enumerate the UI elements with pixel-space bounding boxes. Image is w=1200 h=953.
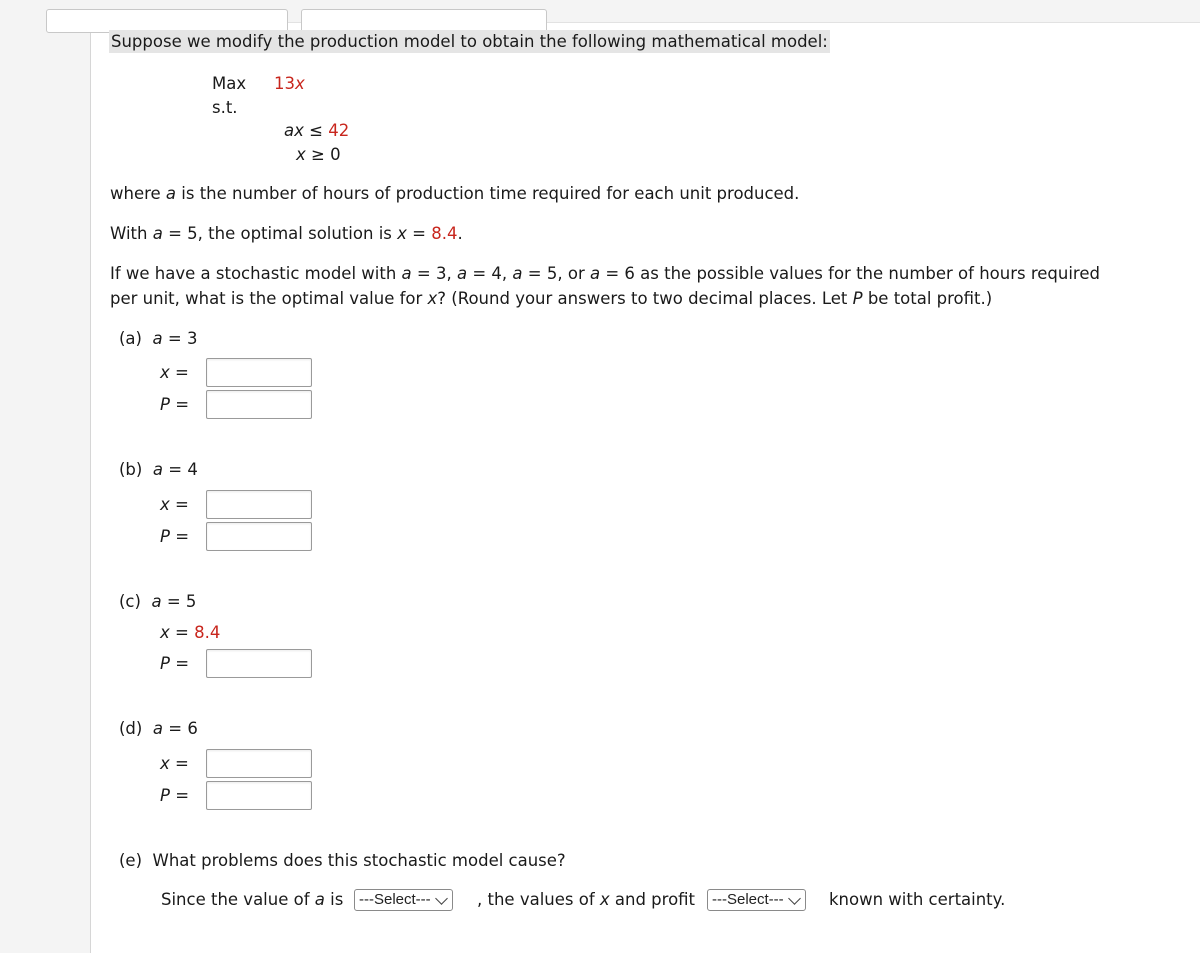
stochastic-line-2: per unit, what is the optimal value for x? (Round your answers to two decimal places. Let P be total profit.) [110,289,993,308]
part-a-header: (a) a = 3 [119,329,198,348]
max-label: Max [212,74,247,93]
part-e-since-text: Since the value of a is [161,890,344,909]
select-a-certainty[interactable]: ---Select--- [354,889,453,911]
st-label: s.t. [212,98,238,117]
chevron-down-icon [435,892,448,905]
part-a-x-input[interactable] [206,358,312,387]
part-a-p-input[interactable] [206,390,312,419]
part-d-x-label: x = [160,754,189,773]
part-d-x-input[interactable] [206,749,312,778]
where-text: where a is the number of hours of production time required for each unit produced. [110,184,800,203]
part-d-p-input[interactable] [206,781,312,810]
part-e-header: (e) What problems does this stochastic model cause? [119,851,566,870]
objective: 13x [274,74,305,93]
constraint-2: x ≥ 0 [296,145,341,164]
part-c-p-label: P = [160,654,190,673]
intro-text: Suppose we modify the production model to obtain the following mathematical model: [111,32,828,51]
with-text: With a = 5, the optimal solution is x = 8.4. [110,224,463,243]
part-c-x-value: 8.4 [194,623,221,642]
part-c-header: (c) a = 5 [119,592,197,611]
part-d-header: (d) a = 6 [119,719,198,738]
part-d-p-label: P = [160,786,190,805]
stochastic-line-1: If we have a stochastic model with a = 3, a = 4, a = 5, or a = 6 as the possible values for the number of hours required [110,264,1100,283]
part-c-p-input[interactable] [206,649,312,678]
part-a-x-label: x = [160,363,189,382]
part-e-mid-text: , the values of x and profit [477,890,696,909]
question-panel [90,22,1200,953]
part-c-x-label: x = 8.4 [160,623,221,642]
part-b-p-label: P = [160,527,190,546]
part-e-end-text: known with certainty. [829,890,1006,909]
part-b-x-label: x = [160,495,189,514]
part-b-p-input[interactable] [206,522,312,551]
constraint-1: ax ≤ 42 [284,121,350,140]
part-b-header: (b) a = 4 [119,460,198,479]
select-known[interactable]: ---Select--- [707,889,806,911]
part-a-p-label: P = [160,395,190,414]
chevron-down-icon [788,892,801,905]
part-b-x-input[interactable] [206,490,312,519]
